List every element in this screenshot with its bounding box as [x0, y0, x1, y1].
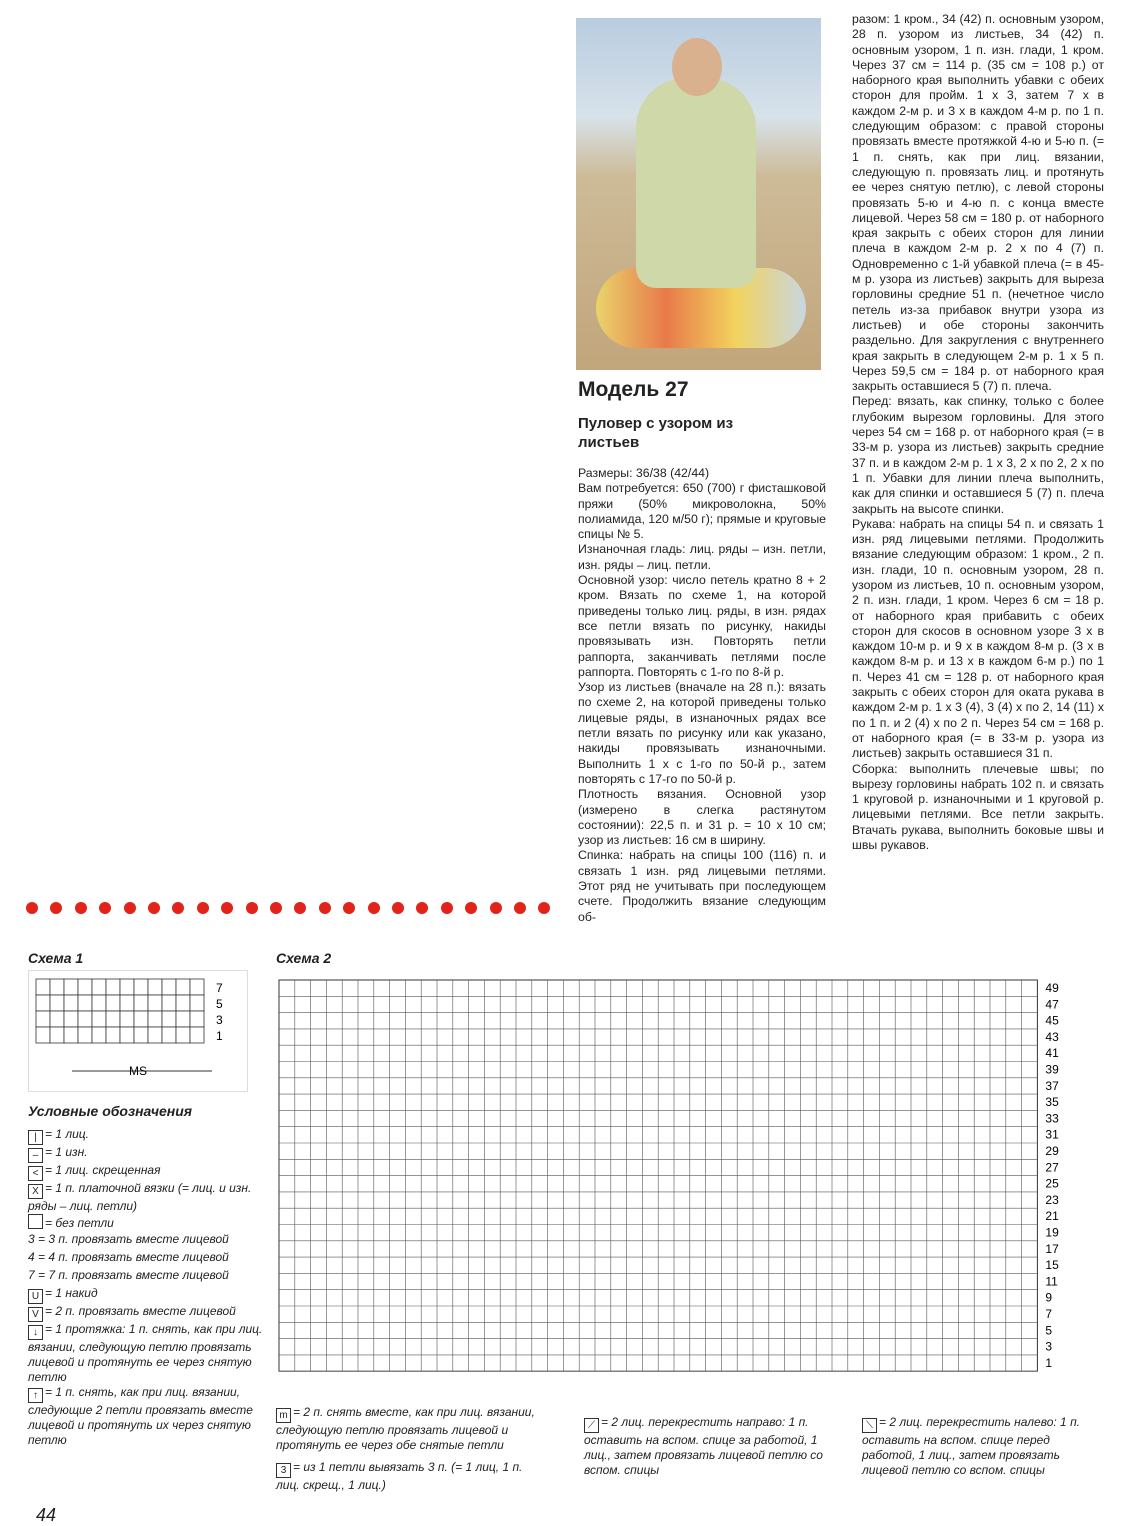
chart-cell [176, 995, 190, 1011]
legend-item [862, 1415, 1102, 1478]
row-number: 43 [1045, 1029, 1059, 1044]
legend-item [28, 1286, 268, 1304]
legend-symbol: m [276, 1408, 291, 1423]
row-number: 31 [1045, 1127, 1059, 1142]
chart-cell [134, 1011, 148, 1027]
chart-cell [134, 995, 148, 1011]
legend-item [28, 1145, 268, 1163]
red-dot [416, 902, 428, 914]
chart-cell [106, 979, 120, 995]
chart-cell [106, 1027, 120, 1043]
chart-cell [92, 1011, 106, 1027]
legend-item [28, 1268, 268, 1283]
row-number: 15 [1045, 1258, 1059, 1273]
legend-text: = 1 п. снять, как при лиц. вязании, следующие 2 петли провязать вместе лицевой и протянуть их через снятую петлю [28, 1385, 253, 1447]
legend-text: = 1 изн. [45, 1145, 88, 1159]
chart-cell [176, 979, 190, 995]
legend-text: = без петли [45, 1216, 114, 1230]
row-number: 47 [1045, 997, 1059, 1012]
legend-text: = 1 лиц. [45, 1127, 89, 1141]
page-number: 44 [36, 1505, 57, 1525]
instructions-column-1: Размеры: 36/38 (42/44) Вам потребуется: 650 (700) г фисташковой пряжи (50% микроволокна, 50% полиамида, 120 м/50 г); прямые и круговые спицы № 5. Изнаночная гладь: лиц. ряды – изн. петли, изн. ряды – лиц. петли. Основной узор: число петель кратно 8 + 2 кром. Вязать по схеме 1, на которой приведены только лиц. ряды, в изн. рядах все петли вязать по рисунку, накиды провязывать изн. Повторять петли раппорта, заканчивать петлями после раппорта. Повторять с 1-го по 8-й р. Узор из листьев (вначале на 28 п.): вязать по схеме 2, на которой приведены только лицевые ряды, в изнаночных рядах все петли вязать по рисунку или как указано, накиды провязывать изнаночными. Выполнить 1 х с 1-го по 50-й р., затем повторять с 17-го по 50-й р. Плотность вязания. Основной узор (измерено в слегка растянутом состоянии): 22,5 п. и 31 р. = 10 х 10 см; узор из листьев: 16 см в ширину. Спинка: набрать на спицы 100 (116) п. и связать 1 изн. ряд лицевыми петлями. Этот ряд не учитывать при последующем счете. Продолжить вязание следующим об- [578, 466, 826, 924]
legend-item [276, 1460, 526, 1493]
legend-text: = 2 лиц. перекрестить налево: 1 п. оставить на вспом. спице перед работой, 1 лиц., затем провязать лицевой петлю со вспом. спицы [862, 1415, 1081, 1477]
row-number: 23 [1045, 1192, 1059, 1207]
red-dot [172, 902, 184, 914]
legend-text: = 1 накид [45, 1286, 98, 1300]
chart-cell [36, 995, 50, 1011]
chart-cell [64, 1027, 78, 1043]
legend-symbol: V [28, 1307, 43, 1322]
row-number: 39 [1045, 1062, 1059, 1077]
legend-symbol: – [28, 1148, 43, 1163]
legend-symbol: ↑ [28, 1388, 43, 1403]
red-dot [294, 902, 306, 914]
chart-cell [78, 979, 92, 995]
legend-item [28, 1181, 268, 1214]
legend-text: 3 = 3 п. провязать вместе лицевой [28, 1232, 229, 1246]
legend-symbol [28, 1214, 43, 1229]
chart-cell [50, 979, 64, 995]
chart-cell [64, 1011, 78, 1027]
chart-cell [120, 1027, 134, 1043]
red-dot [75, 902, 87, 914]
legend-text: = 1 лиц. скрещенная [45, 1163, 161, 1177]
red-dot [124, 902, 136, 914]
red-dot [246, 902, 258, 914]
legend-item [28, 1304, 268, 1322]
chart-cell [36, 1011, 50, 1027]
red-dot [221, 902, 233, 914]
red-dot [270, 902, 282, 914]
red-dot [148, 902, 160, 914]
chart-cell [106, 995, 120, 1011]
chart-cell [50, 1027, 64, 1043]
legend-symbol: 3 [276, 1463, 291, 1478]
model-title: Модель 27 [578, 378, 689, 401]
red-dot [392, 902, 404, 914]
legend-symbol: ↓ [28, 1325, 43, 1340]
instructions-column-2: разом: 1 кром., 34 (42) п. основным узором, 28 п. узором из листьев, 34 (42) п. основным узором, 1 п. изн. глади, 1 кром. Через 37 см = 114 р. (35 см = 108 р.) от наборного края выполнить убавки с обеих сторон для пройм. 1 х 3, затем 7 х в каждом 2-м р. и 3 х в каждом 4-м р. по 1 п. следующим образом: с правой стороны провязать вместе протяжкой 4-ю и 5-ю п. (= 1 п. снять, как при лиц. вязании, следующую п. провязать лиц. и протянуть ее через снятую петлю), с левой стороны провязать 5-ю и 4-ю п. с конца вместе лицевой. Через 58 см = 180 р. от наборного края закрыть с обеих сторон для линии плеча в каждом 2-м р. 2 х по 4 (7) п. Одновременно с 1-й убавкой плеча (= в 45-м р. узора из листьев) закрыть для выреза горловины средние 51 п. (нечетное число петель из-за прибавок внутри узора из листьев) и обе стороны закончить раздельно. Для закругления с внутреннего края закрыть в следующем 2-м р. 1 х 5 п. Через 59,5 см = 184 р. от наборного края закрыть оставшиеся 5 (7) п. плеча. Перед: вязать, как спинку, только с более глубоким вырезом горловины. Для этого через 54 см = 168 р. от наборного края (= в 33-м р. узора из листьев) закрыть средние 37 п. и в каждом 2-м р. 1 х 3, 2 х по 2, 2 х по 1 п. Убавки для линии плеча выполнить, как для спинки и оставшиеся 5 (7) п. плеча закрыть на высоте спинки. Рукава: набрать на спицы 54 п. и связать 1 изн. ряд лицевыми петлями. Продолжить вязание следующим образом: 1 кром., 2 п. изн. глади, 10 п. основным узором, 28 п. узором из листьев, 10 п. основным узором, 2 п. изн. глади, 1 кром. Через 6 см = 18 р. от наборного края прибавить с обеих сторон для скосов в основном узоре 3 х в каждом 10-м р. и 9 х в каждом 8-м р. (3 х в каждом 8-м р. и 13 х в каждом 6-м р.) по 1 п. Через 41 см = 128 р. от наборного края закрыть с обеих сторон для оката рукава в каждом 2-м р. 1 х 3 (4), 3 (4) х по 2, 14 (11) х по 1 п. и 2 (4) х по 2 п. Через 54 см = 168 р. от наборного края (= в 33-м р. узора из листьев) закрыть оставшиеся 31 п. Сборка: выполнить плечевые швы; по вырезу горловины набрать 102 п. и связать 1 круговой р. изнаночными и 1 круговой р. лицевыми петлями. Все петли закрыть. Втачать рукава, выполнить боковые швы и швы рукавов. [852, 12, 1104, 853]
chart-cell [92, 979, 106, 995]
chart-cell [92, 995, 106, 1011]
chart-cell [36, 979, 50, 995]
chart-cell [190, 1027, 204, 1043]
chart-cell [50, 1011, 64, 1027]
legend-item [276, 1405, 546, 1453]
red-dot [343, 902, 355, 914]
legend-symbol: X [28, 1184, 43, 1199]
red-dot [26, 902, 38, 914]
model-subtitle: Пуловер с узором из листьев [578, 415, 734, 451]
row-number: 37 [1045, 1078, 1059, 1093]
chart-cell [134, 979, 148, 995]
legend-title: Условные обозначения [28, 1103, 193, 1119]
chart-cell [92, 1027, 106, 1043]
red-dot [465, 902, 477, 914]
chart-cell [120, 979, 134, 995]
row-number: 19 [1045, 1225, 1059, 1240]
scheme2-caption: Схема 2 [276, 950, 332, 966]
chart-cell [120, 995, 134, 1011]
row-number: 41 [1045, 1046, 1059, 1061]
chart-cell [50, 995, 64, 1011]
model-photo [576, 18, 821, 370]
chart-cell [162, 979, 176, 995]
legend-text: = 2 п. снять вместе, как при лиц. вязании, следующую петлю провязать лицевой и протянуть ее через обе снятые петли [276, 1405, 535, 1452]
row-number: 35 [1045, 1095, 1059, 1110]
red-dot [441, 902, 453, 914]
row-number: 49 [1045, 981, 1059, 995]
legend-item [28, 1322, 268, 1385]
chart-cell [148, 979, 162, 995]
red-dot [197, 902, 209, 914]
legend-item [584, 1415, 824, 1478]
row-number: 27 [1045, 1160, 1059, 1175]
row-number: 25 [1045, 1176, 1059, 1191]
chart-cell [106, 1011, 120, 1027]
chart-cell [148, 995, 162, 1011]
chart-cell [190, 995, 204, 1011]
legend-item [28, 1250, 268, 1265]
row-number: 21 [1045, 1209, 1059, 1224]
legend-symbol: ⟋ [584, 1418, 599, 1433]
legend-text: = 2 п. провязать вместе лицевой [45, 1304, 236, 1318]
red-dot [50, 902, 62, 914]
red-dot-divider [20, 902, 560, 918]
chart-cell [176, 1027, 190, 1043]
row-number: 1 [1045, 1355, 1053, 1370]
chart-cell [78, 995, 92, 1011]
red-dot [514, 902, 526, 914]
legend-text: = 1 протяжка: 1 п. снять, как при лиц. вязании, следующую петлю провязать лицевой и протянуть ее через снятую петлю [28, 1322, 263, 1384]
row-number: 5 [216, 997, 223, 1011]
chart-cell [134, 1027, 148, 1043]
legend-text: 7 = 7 п. провязать вместе лицевой [28, 1268, 229, 1282]
row-number: 7 [1045, 1307, 1053, 1321]
chart-cell [176, 1011, 190, 1027]
chart-cell [78, 1011, 92, 1027]
legend-item [28, 1163, 268, 1181]
row-number: 7 [216, 981, 223, 995]
chart-cell [78, 1027, 92, 1043]
legend-item [28, 1232, 268, 1247]
chart-cell [162, 1027, 176, 1043]
legend-symbol: U [28, 1289, 43, 1304]
chart-cell [64, 979, 78, 995]
row-number: 17 [1045, 1241, 1059, 1256]
red-dot [99, 902, 111, 914]
repeat-label: MS [129, 1064, 147, 1078]
legend-item [28, 1385, 268, 1448]
row-number: 45 [1045, 1013, 1059, 1028]
red-dot [490, 902, 502, 914]
row-number: 33 [1045, 1111, 1059, 1126]
legend-text: = 2 лиц. перекрестить направо: 1 п. оставить на вспом. спице за работой, 1 лиц., затем провязать лицевой петлю со вспом. спицы [584, 1415, 823, 1477]
chart-cell [190, 1011, 204, 1027]
row-number: 1 [216, 1029, 223, 1043]
row-number: 29 [1045, 1144, 1059, 1158]
legend-text: = из 1 петли вывязать 3 п. (= 1 лиц, 1 п. лиц. скрещ., 1 лиц.) [276, 1460, 523, 1492]
chart-cell [148, 1011, 162, 1027]
red-dot [538, 902, 550, 914]
row-number: 3 [216, 1013, 223, 1027]
legend-symbol: | [28, 1130, 43, 1145]
row-number: 3 [1045, 1339, 1053, 1354]
row-number: 5 [1045, 1323, 1053, 1338]
legend-text: 4 = 4 п. провязать вместе лицевой [28, 1250, 229, 1264]
red-dot [368, 902, 380, 914]
row-number: 9 [1045, 1290, 1053, 1305]
chart-cell [148, 1027, 162, 1043]
chart-cell [162, 995, 176, 1011]
legend-item [28, 1214, 268, 1231]
row-number: 11 [1045, 1274, 1058, 1289]
chart-cell [120, 1011, 134, 1027]
legend-symbol: < [28, 1166, 43, 1181]
chart-cell [190, 979, 204, 995]
chart-cell [36, 1027, 50, 1043]
legend-item [28, 1127, 268, 1145]
scheme1-chart [28, 970, 248, 1092]
legend-text: = 1 п. платочной вязки (= лиц. и изн. ряды – лиц. петли) [28, 1181, 252, 1213]
red-dot [319, 902, 331, 914]
scheme2-chart [277, 978, 1077, 1380]
legend-symbol: ⟍ [862, 1418, 877, 1433]
chart-cell [64, 995, 78, 1011]
scheme1-caption: Схема 1 [28, 950, 84, 966]
chart-cell [162, 1011, 176, 1027]
